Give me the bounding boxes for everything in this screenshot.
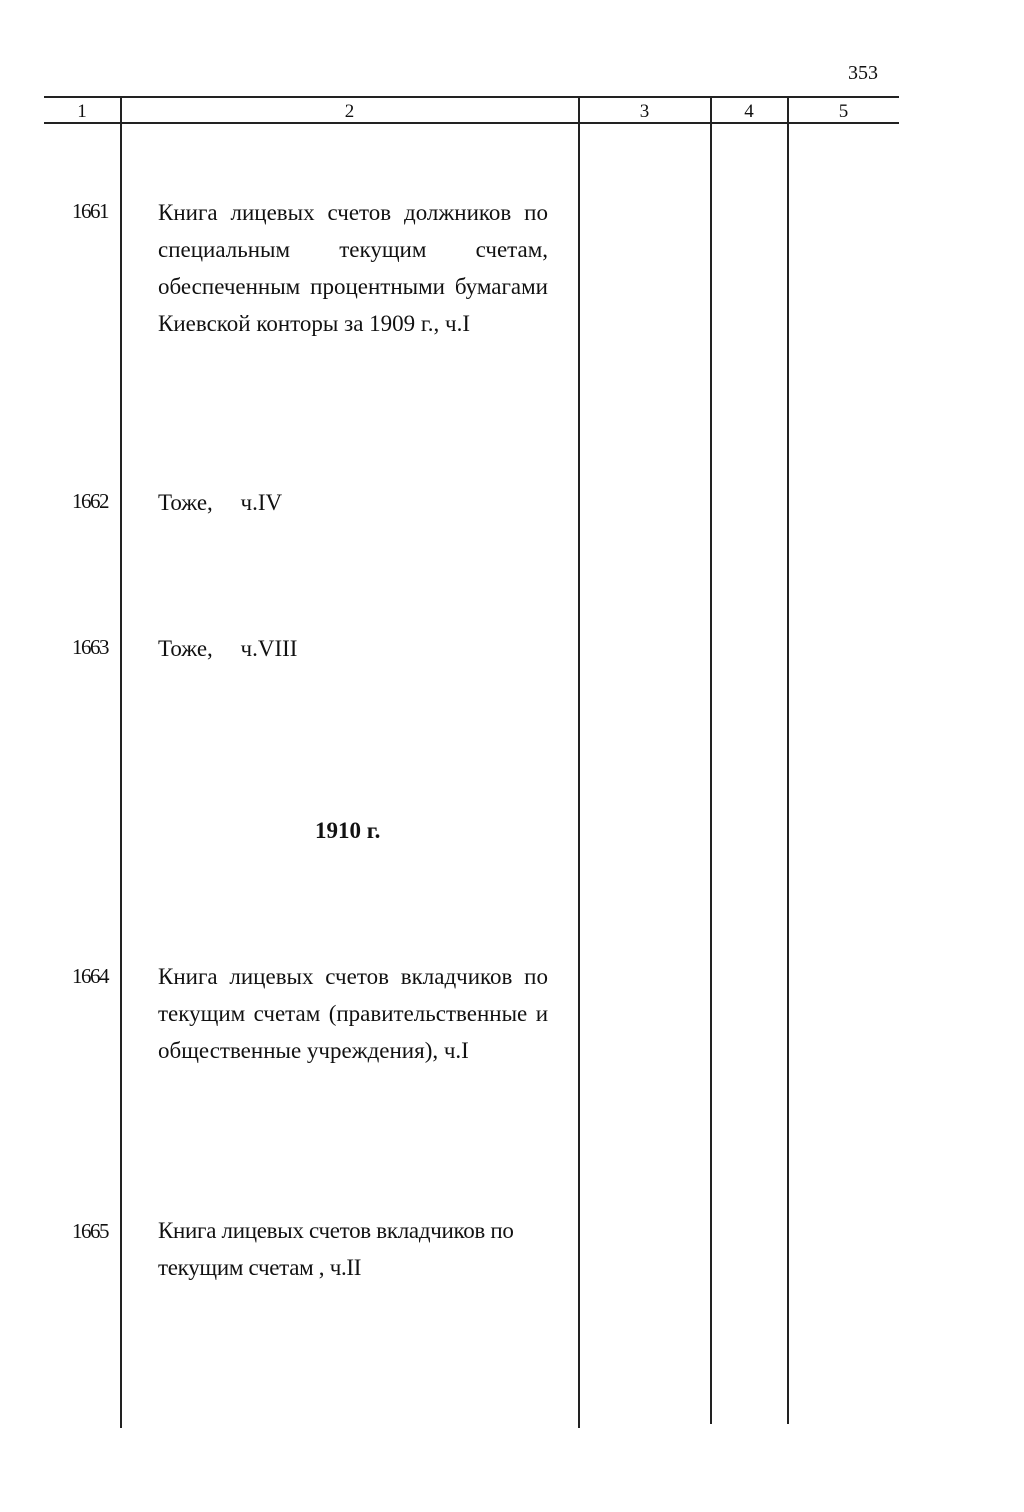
column-divider-4 (787, 96, 789, 1424)
column-header-2: 2 (344, 101, 355, 122)
record-number: 1662 (72, 489, 108, 513)
column-divider-3 (710, 96, 712, 1424)
record-description: Тоже, ч.IV (158, 490, 283, 515)
column-header-3: 3 (639, 101, 650, 122)
record-number: 1664 (72, 964, 108, 988)
column-divider-1 (120, 96, 122, 1428)
section-heading-year: 1910 г. (315, 818, 381, 843)
column-header-5: 5 (838, 101, 849, 122)
table-top-rule (44, 96, 899, 98)
column-divider-2 (578, 96, 580, 1428)
column-header-4: 4 (744, 101, 754, 122)
record-description: Книга лицевых счетов должников по специальным текущим счетам, обеспеченным процентными бумагами Киевской конторы за 1909 г., ч.I (158, 200, 548, 336)
record-number: 1663 (72, 635, 108, 659)
column-header-1: 1 (77, 101, 87, 122)
page-number: 353 (848, 62, 878, 84)
record-description: Тоже, ч.VIII (158, 636, 298, 661)
record-number: 1661 (72, 199, 108, 223)
record-description: Книга лицевых счетов вкладчиков по текущим счетам (правительственные и общественные учреждения), ч.I (158, 964, 548, 1063)
record-number: 1665 (72, 1219, 108, 1243)
record-description: Книга лицевых счетов вкладчиков по текущим счетам , ч.II (158, 1218, 514, 1280)
